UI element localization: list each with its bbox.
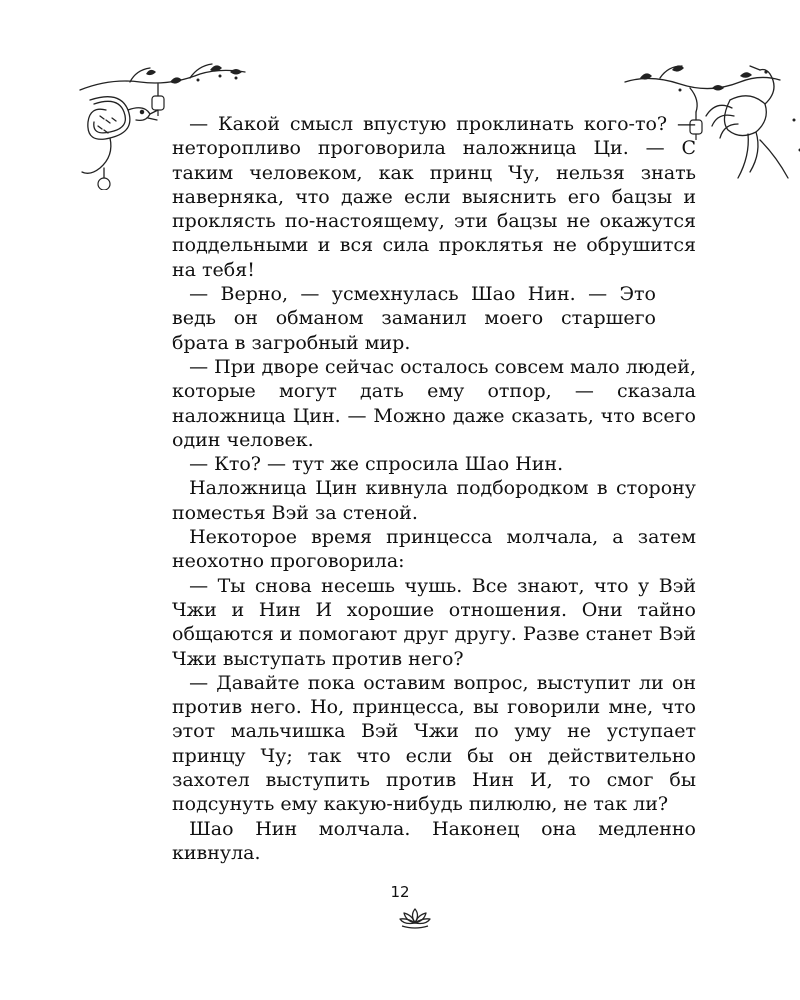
paragraph-8: — Давайте пока оставим вопрос, выступит ли он против него. Но, принцесса, вы говорили мне, что этот мальчишка Вэй Чжи по уму не уступает принцу Чу; так что если бы он действительно захотел выступить против Нин И, то смог бы подсунуть ему какую-нибудь пилюлю, не так ли? — [172, 671, 696, 816]
main-text — [172, 112, 696, 865]
paragraph-4: — Кто? — тут же спросила Шао Нин. — [189, 453, 564, 476]
paragraph-1: — Какой смысл впустую проклинать кого-то? — неторопливо проговорила наложница Ци. — С таким человеком, как принц Чу, нельзя знать наверняка, что даже если выяснить его бацзы и проклясть по-настоящему, эти бацзы не окажутся поддельными и вся сила проклятья не обрушится на тебя! — [172, 113, 696, 281]
paragraph-2: — Верно, — усмехнулась Шао Нин. — Это ведь он обманом заманил моего старшего брата в загробный мир. — [172, 283, 656, 354]
lotus-icon — [398, 907, 432, 929]
page-number: 12 — [390, 883, 410, 901]
paragraph-6: Некоторое время принцесса молчала, а затем неохотно проговорила: — [172, 526, 696, 573]
paragraph-5: Наложница Цин кивнула подбородком в сторону поместья Вэй за стеной. — [172, 477, 696, 524]
paragraph-7: — Ты снова несешь чушь. Все знают, что у Вэй Чжи и Нин И хорошие отношения. Они тайно общаются и помогают друг другу. Разве станет Вэй Чжи выступать против него? — [172, 574, 696, 670]
paragraph-9: Шао Нин молчала. Наконец она медленно кивнула. — [172, 817, 696, 864]
paragraph-3: — При дворе сейчас осталось совсем мало людей, которые могут дать ему отпор, — сказала наложница Цин. — Можно даже сказать, что всего один человек. — [172, 355, 696, 451]
